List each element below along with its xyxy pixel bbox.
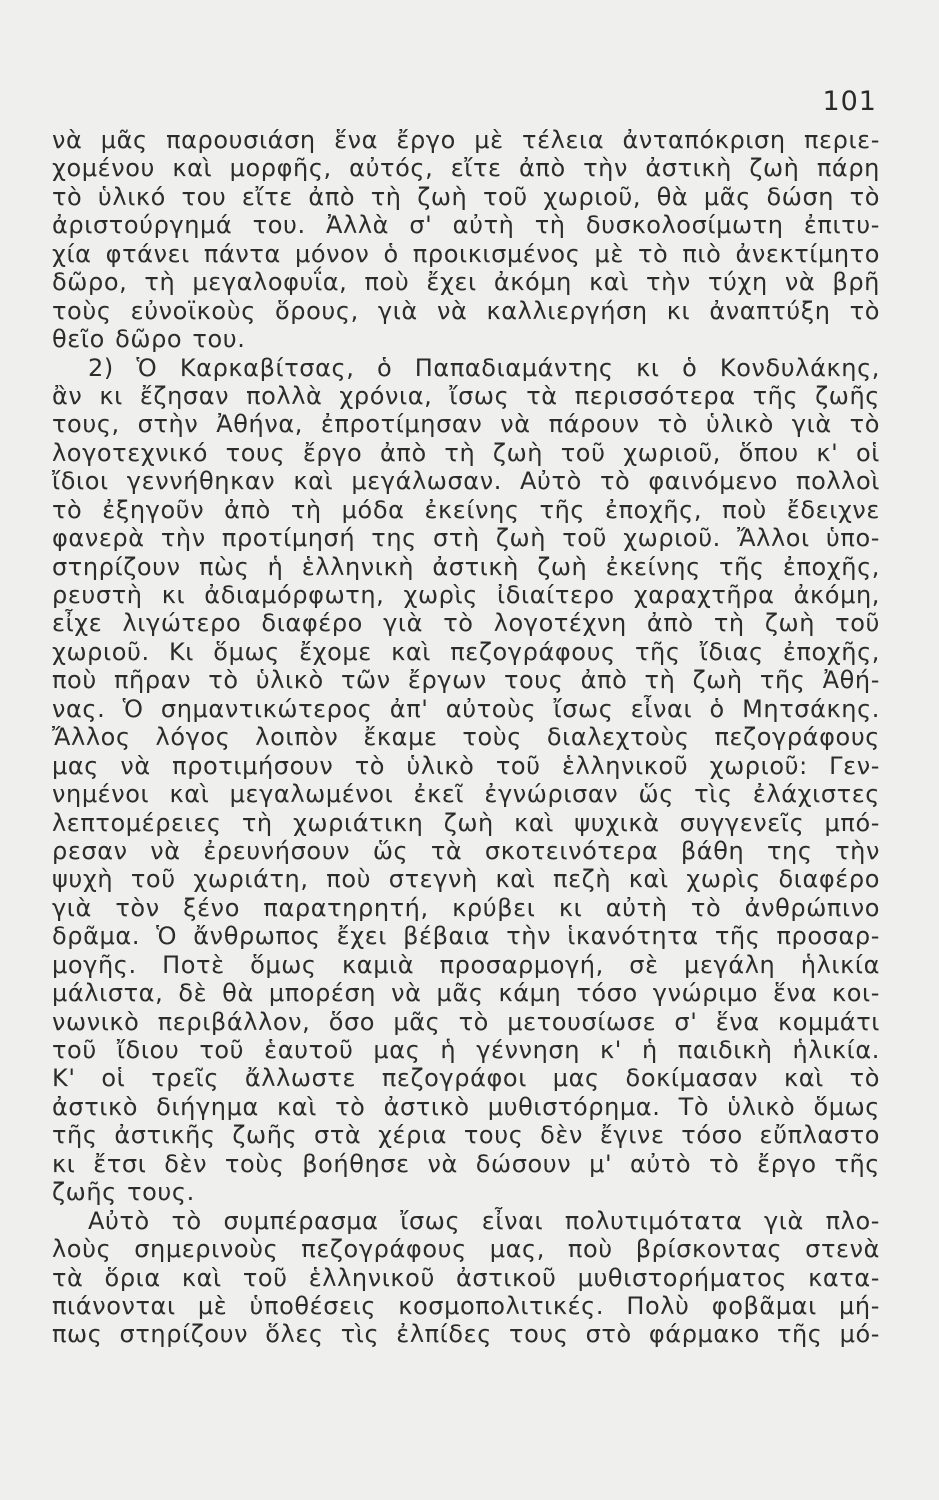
- body-text: [52, 126, 880, 1349]
- text-line: νας. Ὁ σημαντικώτερος ἀπ' αὐτοὺς ἴσως εἶναι ὁ Μητσάκης.: [52, 694, 880, 723]
- text-line: μας νὰ προτιμήσουν τὸ ὑλικὸ τοῦ ἑλληνικοῦ χωριοῦ: Γεν-: [52, 751, 880, 780]
- text-line: ἀριστούργημά του. Ἀλλὰ σ' αὐτὴ τὴ δυσκολοσίμωτη ἐπιτυ-: [52, 211, 880, 240]
- text-line: τοὺς εὐνοϊκοὺς ὅρους, γιὰ νὰ καλλιεργήση κι ἀναπτύξη τὸ: [52, 296, 880, 325]
- text-line: Ἄλλος λόγος λοιπὸν ἔκαμε τοὺς διαλεχτοὺς πεζογράφους: [52, 723, 880, 752]
- text-line: δρᾶμα. Ὁ ἄνθρωπος ἔχει βέβαια τὴν ἱκανότητα τῆς προσαρ-: [52, 922, 880, 951]
- text-line: 2) Ὁ Καρκαβίτσας, ὁ Παπαδιαμάντης κι ὁ Κονδυλάκης,: [88, 353, 880, 382]
- text-line: φανερὰ τὴν προτίμησή της στὴ ζωὴ τοῦ χωριοῦ. Ἄλλοι ὑπο-: [52, 524, 880, 553]
- text-line: ἀστικὸ διήγημα καὶ τὸ ἀστικὸ μυθιστόρημα. Τὸ ὑλικὸ ὅμως: [52, 1092, 880, 1121]
- text-line: τὰ ὅρια καὶ τοῦ ἑλληνικοῦ ἀστικοῦ μυθιστορήματος κατα-: [52, 1263, 880, 1292]
- page-number: 101: [822, 86, 877, 117]
- text-line: Αὐτὸ τὸ συμπέρασμα ἴσως εἶναι πολυτιμότατα γιὰ πλο-: [88, 1206, 880, 1235]
- text-line: στηρίζουν πὼς ἡ ἑλληνικὴ ἀστικὴ ζωὴ ἐκείνης τῆς ἐποχῆς,: [52, 552, 880, 581]
- text-line: ἂν κι ἔζησαν πολλὰ χρόνια, ἴσως τὰ περισσότερα τῆς ζωῆς: [52, 381, 880, 410]
- text-line: λοὺς σημερινοὺς πεζογράφους μας, ποὺ βρίσκοντας στενὰ: [52, 1235, 880, 1264]
- text-line: χία φτάνει πάντα μόνον ὁ προικισμένος μὲ τὸ πιὸ ἀνεκτίμητο: [52, 239, 880, 268]
- text-line: μάλιστα, δὲ θὰ μπορέση νὰ μᾶς κάμη τόσο γνώριμο ἕνα κοι-: [52, 979, 880, 1008]
- text-line: ψυχὴ τοῦ χωριάτη, ποὺ στεγνὴ καὶ πεζὴ καὶ χωρὶς διαφέρο: [52, 865, 880, 894]
- text-line: πιάνονται μὲ ὑποθέσεις κοσμοπολιτικές. Πολὺ φοβᾶμαι μή-: [52, 1291, 880, 1320]
- text-line: χωριοῦ. Κι ὅμως ἔχομε καὶ πεζογράφους τῆς ἴδιας ἐποχῆς,: [52, 637, 880, 666]
- text-line: ρεσαν νὰ ἐρευνήσουν ὥς τὰ σκοτεινότερα βάθη της τὴν: [52, 836, 880, 865]
- text-line: νημένοι καὶ μεγαλωμένοι ἐκεῖ ἐγνώρισαν ὥς τὶς ἐλάχιστες: [52, 780, 880, 809]
- text-line: τὸ ὑλικό του εἴτε ἀπὸ τὴ ζωὴ τοῦ χωριοῦ, θὰ μᾶς δώση τὸ: [52, 182, 880, 211]
- text-line: τῆς ἀστικῆς ζωῆς στὰ χέρια τους δὲν ἔγινε τόσο εὔπλαστο: [52, 1121, 880, 1150]
- text-line: ἴδιοι γεννήθηκαν καὶ μεγάλωσαν. Αὐτὸ τὸ φαινόμενο πολλοὶ: [52, 467, 880, 496]
- text-line: μογῆς. Ποτὲ ὅμως καμιὰ προσαρμογή, σὲ μεγάλη ἡλικία: [52, 950, 880, 979]
- text-line: νὰ μᾶς παρουσιάση ἕνα ἔργο μὲ τέλεια ἀνταπόκριση περιε-: [52, 126, 880, 154]
- text-line: λεπτομέρειες τὴ χωριάτικη ζωὴ καὶ ψυχικὰ συγγενεῖς μπό-: [52, 808, 880, 837]
- text-line: ποὺ πῆραν τὸ ὑλικὸ τῶν ἔργων τους ἀπὸ τὴ ζωὴ τῆς Ἀθή-: [52, 666, 880, 695]
- text-line: λογοτεχνικό τους ἔργο ἀπὸ τὴ ζωὴ τοῦ χωριοῦ, ὅπου κ' οἱ: [52, 438, 880, 467]
- text-line: νωνικὸ περιβάλλον, ὅσο μᾶς τὸ μετουσίωσε σ' ἕνα κομμάτι: [52, 1007, 880, 1036]
- text-line: πως στηρίζουν ὅλες τὶς ἐλπίδες τους στὸ φάρμακο τῆς μό-: [52, 1320, 880, 1349]
- text-line: δῶρο, τὴ μεγαλοφυΐα, ποὺ ἔχει ἀκόμη καὶ τὴν τύχη νὰ βρῆ: [52, 268, 880, 297]
- text-line: τὸ ἐξηγοῦν ἀπὸ τὴ μόδα ἐκείνης τῆς ἐποχῆς, ποὺ ἔδειχνε: [52, 495, 880, 524]
- text-line: χομένου καὶ μορφῆς, αὐτός, εἴτε ἀπὸ τὴν ἀστικὴ ζωὴ πάρη: [52, 154, 880, 183]
- text-line: ρευστὴ κι ἀδιαμόρφωτη, χωρὶς ἰδιαίτερο χαραχτῆρα ἀκόμη,: [52, 581, 880, 609]
- text-line: Κ' οἱ τρεῖς ἄλλωστε πεζογράφοι μας δοκίμασαν καὶ τὸ: [52, 1064, 880, 1093]
- text-line: τοῦ ἴδιου τοῦ ἑαυτοῦ μας ἡ γέννηση κ' ἡ παιδικὴ ἡλικία.: [52, 1036, 880, 1064]
- text-line: θεῖο δῶρο του.: [52, 325, 246, 354]
- text-line: τους, στὴν Ἀθήνα, ἐπροτίμησαν νὰ πάρουν τὸ ὑλικὸ γιὰ τὸ: [52, 410, 880, 439]
- text-line: γιὰ τὸν ξένο παρατηρητή, κρύβει κι αὐτὴ τὸ ἀνθρώπινο: [52, 893, 880, 922]
- text-line: εἶχε λιγώτερο διαφέρο γιὰ τὸ λογοτέχνη ἀπὸ τὴ ζωὴ τοῦ: [52, 609, 880, 638]
- text-line: κι ἔτσι δὲν τοὺς βοήθησε νὰ δώσουν μ' αὐτὸ τὸ ἔργο τῆς: [52, 1149, 880, 1178]
- text-line: ζωῆς τους.: [52, 1178, 195, 1207]
